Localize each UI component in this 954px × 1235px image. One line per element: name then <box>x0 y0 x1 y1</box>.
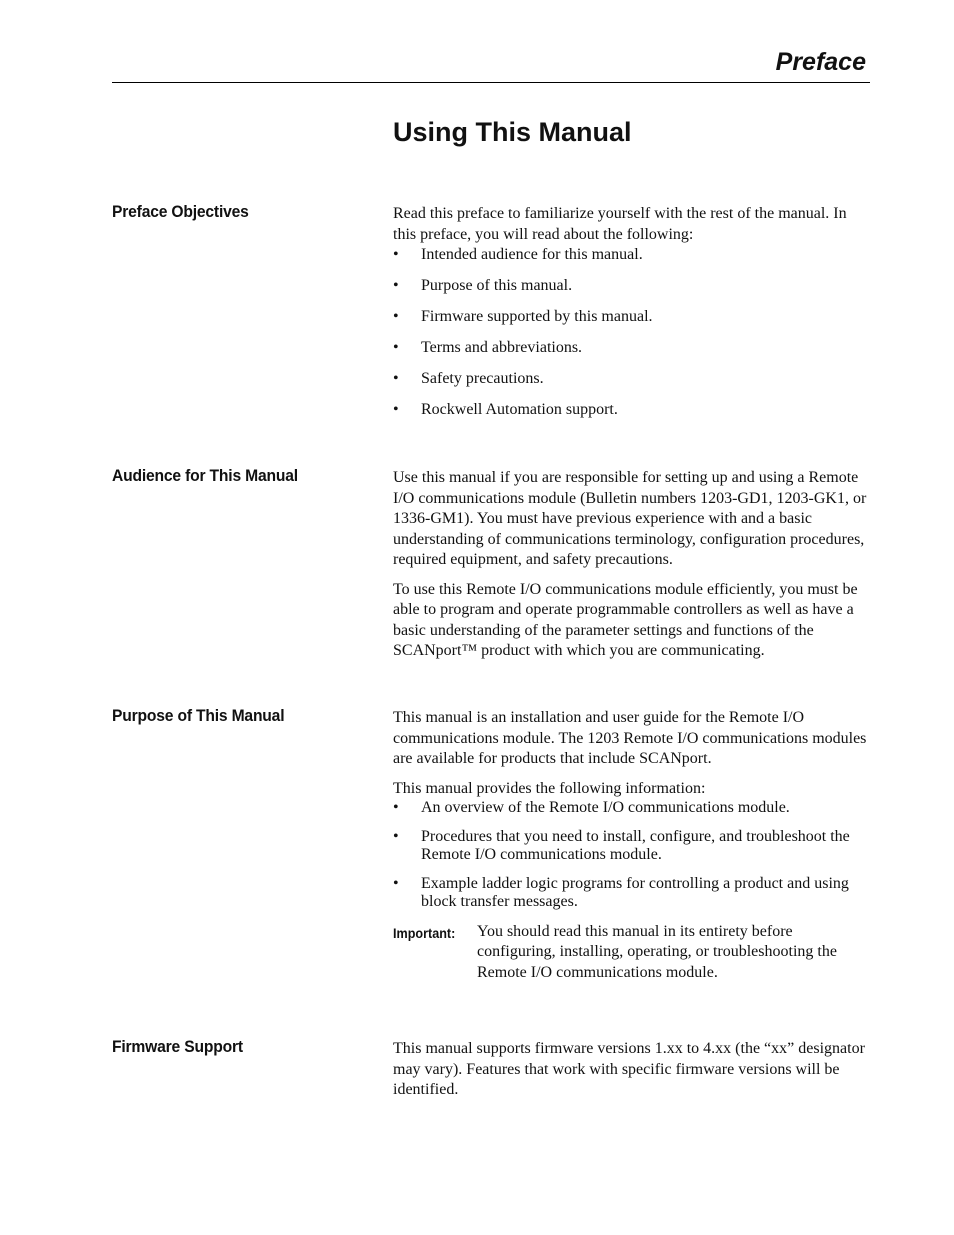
section-body-objectives <box>393 204 873 431</box>
objectives-intro: Read this preface to familiarize yourself with the rest of the manual. In this preface, you will read about the following: <box>393 205 847 243</box>
list-item <box>393 400 873 421</box>
list-item-text: Rockwell Automation support. <box>421 401 618 418</box>
section-body-purpose <box>393 708 873 983</box>
important-label: Important: <box>393 924 456 941</box>
section-heading-objectives: Preface Objectives <box>112 202 249 221</box>
bullet-icon: • <box>393 370 399 387</box>
bullet-icon: • <box>393 246 399 263</box>
list-item-text: Firmware supported by this manual. <box>421 308 653 325</box>
bullet-icon: • <box>393 401 399 418</box>
list-item-text: Purpose of this manual. <box>421 277 573 294</box>
list-item <box>393 245 873 266</box>
page-title: Using This Manual <box>393 117 632 147</box>
bullet-icon: • <box>393 308 399 325</box>
purpose-list <box>393 799 873 912</box>
list-item <box>393 307 873 328</box>
header-title: Preface <box>775 48 866 76</box>
list-item-text: An overview of the Remote I/O communications module. <box>421 799 790 816</box>
header-rule <box>112 82 870 83</box>
section-heading-purpose: Purpose of This Manual <box>112 706 285 725</box>
list-item <box>393 875 873 912</box>
list-item-text: Safety precautions. <box>421 370 544 387</box>
purpose-paragraph: This manual is an installation and user guide for the Remote I/O communications module. The 1203 Remote I/O communications modules are available for products that include SCANport. <box>393 709 867 767</box>
list-item-text: Intended audience for this manual. <box>421 246 643 263</box>
list-item-text: Example ladder logic programs for controlling a product and using block transfer messages. <box>421 874 849 910</box>
section-body-audience <box>393 468 873 671</box>
list-item <box>393 276 873 297</box>
bullet-icon: • <box>393 339 399 356</box>
important-text: You should read this manual in its entirety before configuring, installing, operating, or troubleshooting the Remote I/O communications module. <box>477 922 837 981</box>
list-item-text: Terms and abbreviations. <box>421 339 583 356</box>
firmware-paragraph: This manual supports firmware versions 1.xx to 4.xx (the “xx” designator may vary). Features that work with specific firmware versions will be identified. <box>393 1040 865 1098</box>
list-item <box>393 799 873 818</box>
bullet-icon: • <box>393 799 399 816</box>
important-note <box>393 922 873 984</box>
list-item-text: Procedures that you need to install, configure, and troubleshoot the Remote I/O communications module. <box>421 827 850 863</box>
bullet-icon: • <box>393 874 399 892</box>
audience-paragraph: To use this Remote I/O communications module efficiently, you must be able to program and operate programmable controllers as well as have a basic understanding of the parameter settings and functions of the SCANport™ product with which you are communicating. <box>393 580 858 659</box>
list-item <box>393 338 873 359</box>
section-body-firmware <box>393 1039 873 1110</box>
list-item <box>393 369 873 390</box>
audience-paragraph: Use this manual if you are responsible for setting up and using a Remote I/O communications module (Bulletin numbers 1203-GD1, 1203-GK1, or 1336-GM1). You must have previous experience with and a basic understanding of communications terminology, configuration procedures, required equipment, and safety precautions. <box>393 469 867 568</box>
section-heading-audience: Audience for This Manual <box>112 466 298 485</box>
section-heading-firmware: Firmware Support <box>112 1037 243 1056</box>
objectives-list <box>393 245 873 421</box>
bullet-icon: • <box>393 827 399 845</box>
list-item <box>393 828 873 865</box>
purpose-paragraph: This manual provides the following information: <box>393 779 706 797</box>
bullet-icon: • <box>393 277 399 294</box>
